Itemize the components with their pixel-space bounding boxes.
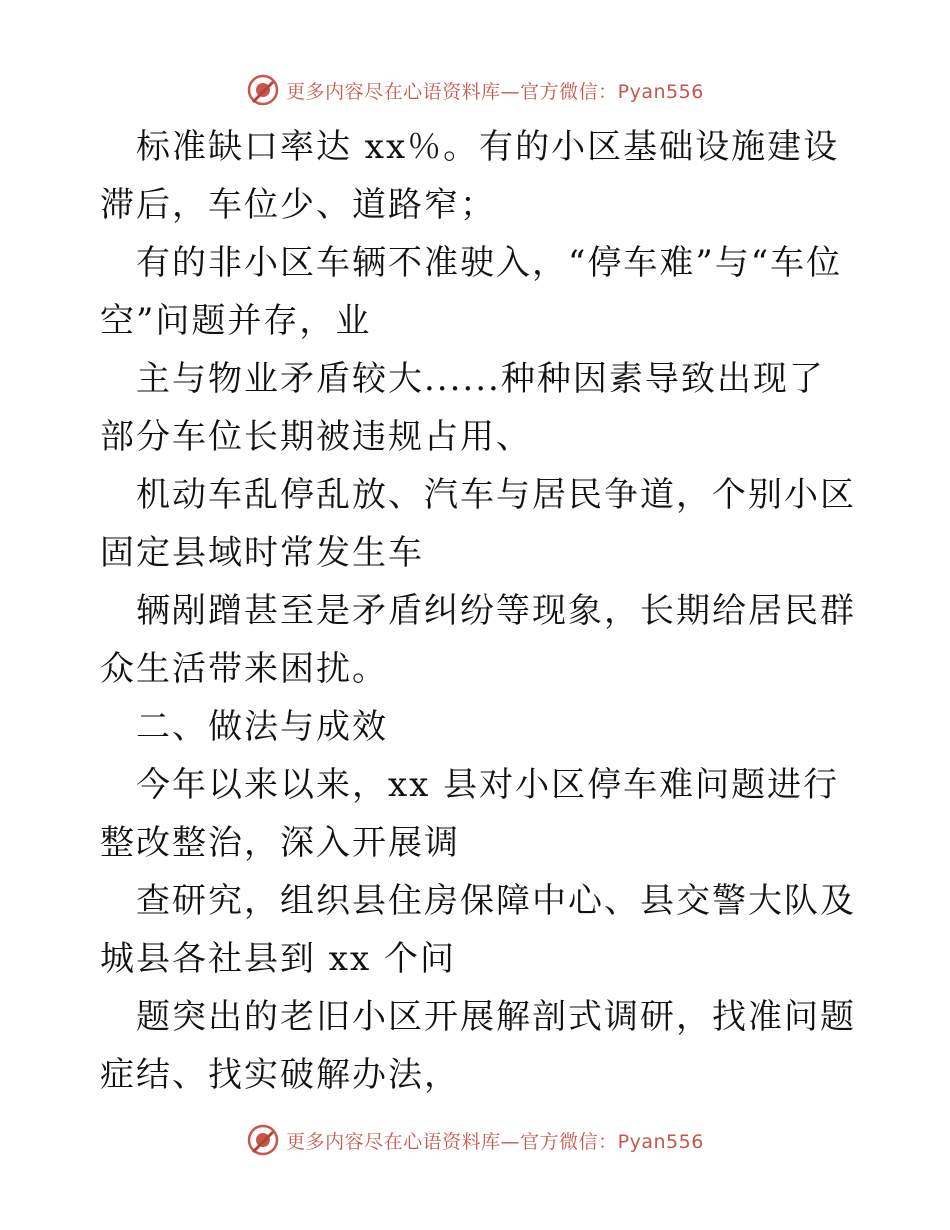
- watermark-text: 更多内容尽在心语资料库—官方微信：Pyan556: [286, 1130, 704, 1153]
- pen-logo-icon: [246, 73, 280, 107]
- paragraph: 机动车乱停乱放、汽车与居民争道，个别小区固定县域时常发生车: [100, 475, 856, 573]
- watermark-footer: [0, 1120, 950, 1160]
- watermark-header: [0, 70, 950, 110]
- document-body: [100, 118, 860, 1104]
- paragraph: 辆剐蹭甚至是矛盾纠纷等现象，长期给居民群众生活带来困扰。: [100, 591, 856, 689]
- pen-logo-icon: [246, 1123, 280, 1157]
- watermark-text: 更多内容尽在心语资料库—官方微信：Pyan556: [286, 80, 704, 103]
- paragraph: 题突出的老旧小区开展解剖式调研，找准问题症结、找实破解办法，: [100, 997, 856, 1095]
- paragraph: 查研究，组织县住房保障中心、县交警大队及城县各社县到 xx 个问: [100, 881, 856, 979]
- paragraph: 有的非小区车辆不准驶入，“停车难”与“车位空”问题并存，业: [100, 243, 843, 341]
- paragraph: 今年以来以来，xx 县对小区停车难问题进行整改整治，深入开展调: [100, 765, 840, 863]
- section-heading: 二、做法与成效: [136, 707, 388, 747]
- paragraph: 主与物业矛盾较大......种种因素导致出现了部分车位长期被违规占用、: [100, 359, 825, 457]
- paragraph: 标准缺口率达 xx％。有的小区基础设施建设滞后，车位少、道路窄；: [100, 127, 840, 225]
